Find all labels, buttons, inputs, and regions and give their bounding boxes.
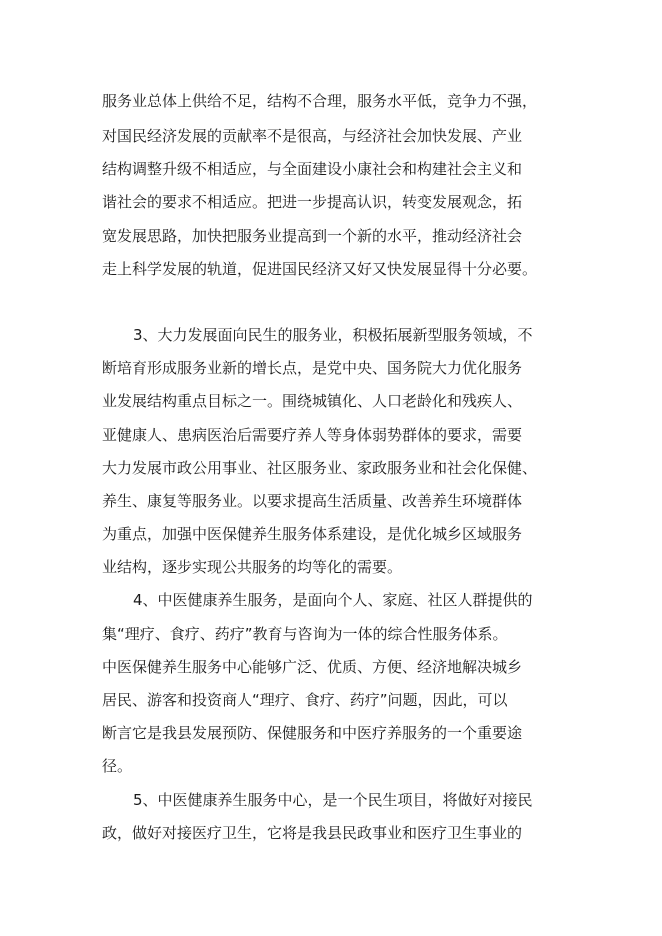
text-line: 业发展结构重点目标之一。围绕城镇化、人口老龄化和残疾人、 [102, 392, 523, 410]
text-line: 断培育形成服务业新的增长点，是党中央、国务院大力优化服务 [102, 359, 523, 377]
text-line: 断言它是我县发展预防、保健服务和中医疗养服务的一个重要途 [102, 724, 523, 742]
text-line: 为重点，加强中医保健养生服务体系建设，是优化城乡区域服务 [102, 525, 523, 543]
text-line: 径。 [102, 757, 133, 775]
text-line: 服务业总体上供给不足，结构不合理，服务水平低，竞争力不强， [102, 92, 538, 110]
text-line: 中医保健养生服务中心能够广泛、优质、方便、经济地解决城乡 [102, 658, 523, 676]
paragraph-3-first-line: 3、大力发展面向民生的服务业，积极拓展新型服务领域，不 [133, 326, 533, 344]
text-line: 走上科学发展的轨道，促进国民经济又好又快发展显得十分必要。 [102, 260, 538, 278]
text-line: 大力发展市政公用事业、社区服务业、家政服务业和社会化保健、 [102, 459, 538, 477]
text-line: 对国民经济发展的贡献率不是很高，与经济社会加快发展、产业 [102, 127, 523, 145]
text-line: 居民、游客和投资商人“理疗、食疗、药疗”问题，因此，可以 [102, 691, 508, 709]
text-line: 谐社会的要求不相适应。把进一步提高认识，转变发展观念，拓 [102, 193, 523, 211]
paragraph-5-first-line: 5、中医健康养生服务中心，是一个民生项目，将做好对接民 [133, 791, 533, 809]
text-line: 政，做好对接医疗卫生，它将是我县民政事业和医疗卫生事业的 [102, 824, 523, 842]
text-line: 养生、康复等服务业。以要求提高生活质量、改善养生环境群体 [102, 492, 523, 510]
paragraph-4-first-line: 4、中医健康养生服务，是面向个人、家庭、社区人群提供的 [133, 591, 533, 609]
text-line: 业结构，逐步实现公共服务的均等化的需要。 [102, 558, 403, 576]
text-line: 亚健康人、患病医治后需要疗养人等身体弱势群体的要求，需要 [102, 426, 523, 444]
text-line: 集“理疗、食疗、药疗”教育与咨询为一体的综合性服务体系。 [102, 625, 508, 643]
text-line: 结构调整升级不相适应，与全面建设小康社会和构建社会主义和 [102, 160, 523, 178]
text-line: 宽发展思路，加快把服务业提高到一个新的水平，推动经济社会 [102, 227, 523, 245]
